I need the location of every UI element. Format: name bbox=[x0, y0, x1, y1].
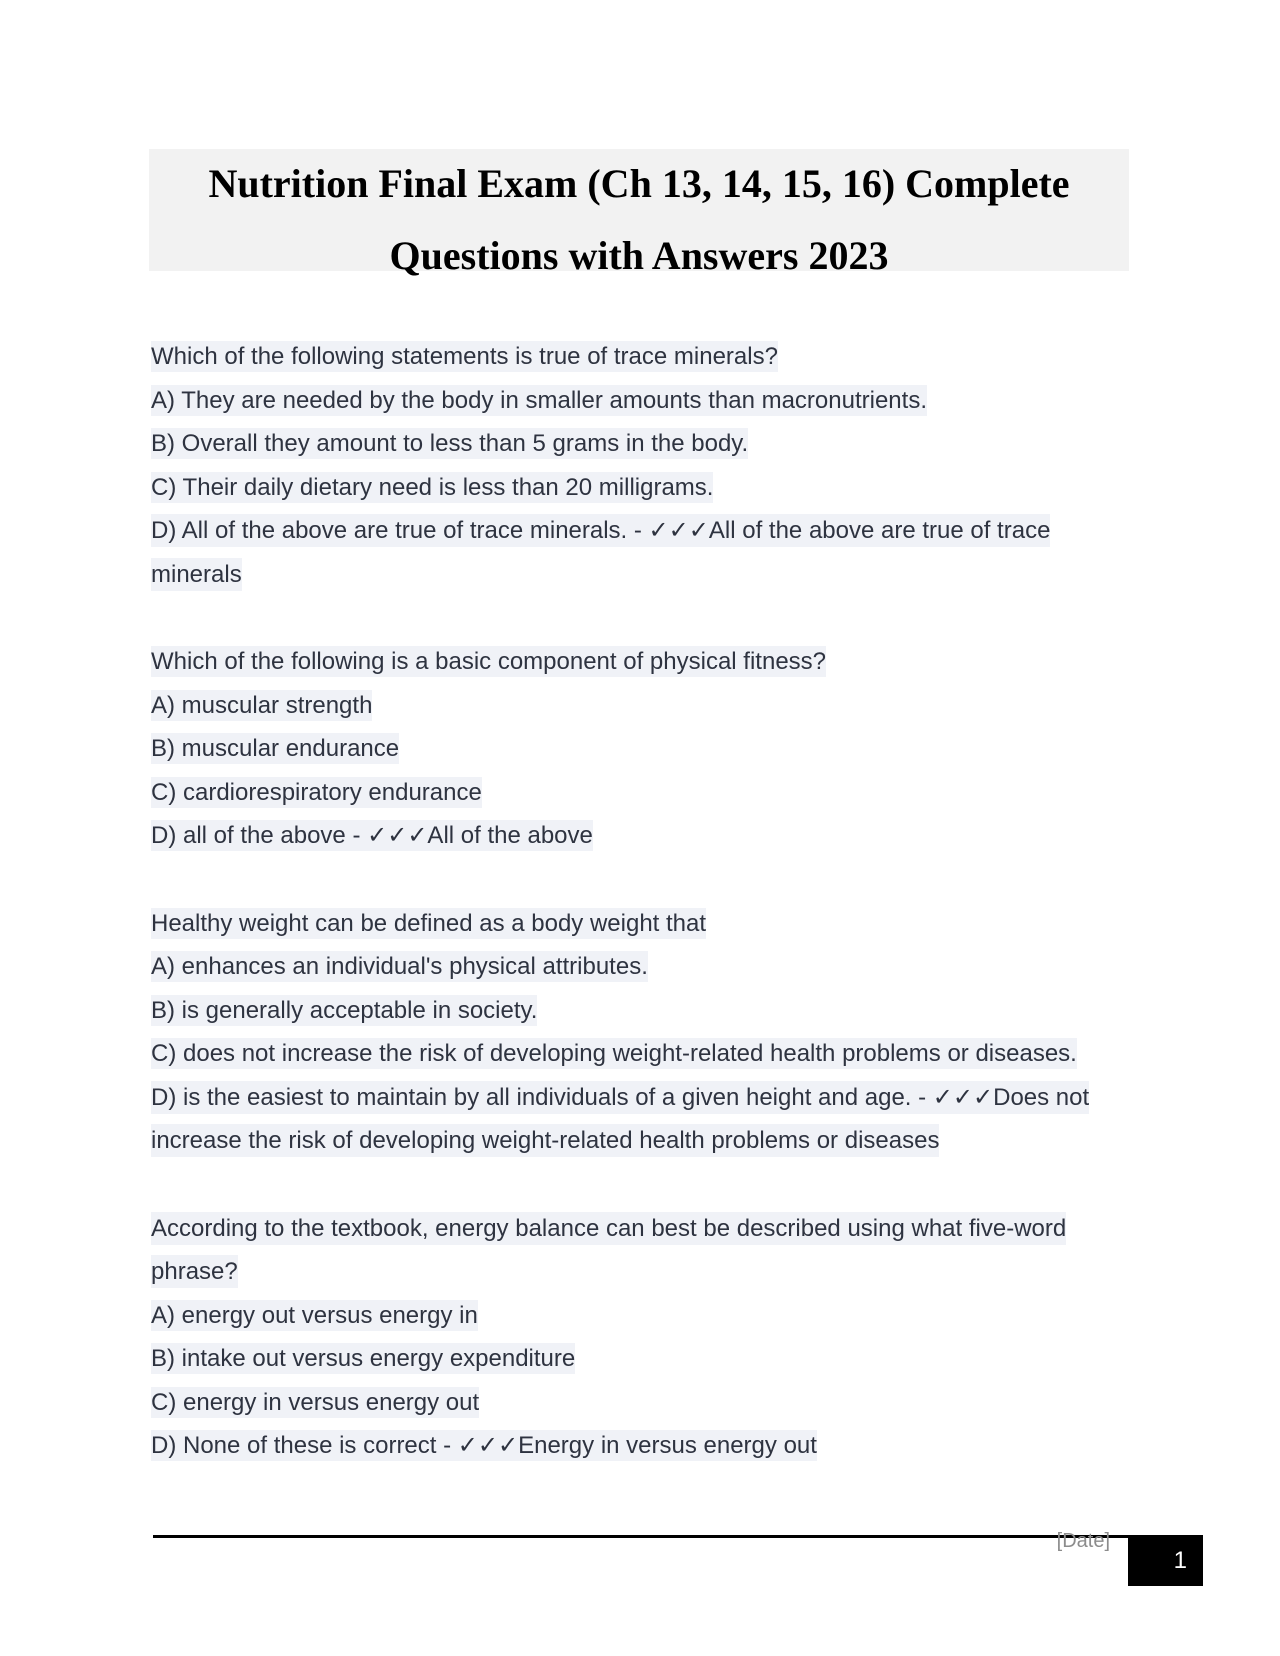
question-prompt: Healthy weight can be defined as a body weight that bbox=[151, 909, 707, 937]
question-block bbox=[151, 335, 1141, 596]
page-number: 1 bbox=[1128, 1535, 1203, 1586]
question-block bbox=[151, 640, 1141, 858]
footer-date: [Date] bbox=[1056, 1530, 1110, 1552]
questions-body bbox=[151, 335, 1141, 1512]
answer-option: B) is generally acceptable in society. bbox=[151, 996, 538, 1024]
answer-option: C) energy in versus energy out bbox=[151, 1388, 480, 1416]
footer-divider bbox=[153, 1535, 1128, 1538]
answer-option: A) enhances an individual's physical attributes. bbox=[151, 953, 648, 980]
question-prompt: According to the textbook, energy balance can best be described using what five-word phrase? bbox=[151, 1207, 1111, 1294]
answer-option-with-correct-answer: D) all of the above - ✓✓✓All of the above bbox=[151, 822, 593, 849]
answer-option: B) intake out versus energy expenditure bbox=[151, 1345, 576, 1372]
title-line-1: Nutrition Final Exam (Ch 13, 14, 15, 16) Complete bbox=[208, 161, 1070, 206]
answer-option: C) cardiorespiratory endurance bbox=[151, 778, 482, 806]
answer-option-with-correct-answer: D) None of these is correct - ✓✓✓Energy in versus energy out bbox=[151, 1432, 817, 1459]
answer-option: B) muscular endurance bbox=[151, 735, 400, 762]
answer-option: A) energy out versus energy in bbox=[151, 1301, 478, 1329]
answer-option: B) Overall they amount to less than 5 grams in the body. bbox=[151, 430, 749, 457]
answer-option-with-correct-answer: D) All of the above are true of trace minerals. - ✓✓✓All of the above are true of trace minerals bbox=[151, 509, 1091, 596]
question-prompt: Which of the following is a basic component of physical fitness? bbox=[151, 648, 827, 675]
question-block bbox=[151, 902, 1141, 1163]
answer-option: C) does not increase the risk of developing weight-related health problems or diseases. bbox=[151, 1040, 1077, 1067]
answer-option: C) Their daily dietary need is less than 20 milligrams. bbox=[151, 473, 714, 501]
question-prompt: Which of the following statements is true of trace minerals? bbox=[151, 343, 778, 370]
answer-option: A) muscular strength bbox=[151, 691, 373, 719]
answer-option-with-correct-answer: D) is the easiest to maintain by all individuals of a given height and age. - ✓✓✓Does not increase the risk of developing weight-related health problems or diseases bbox=[151, 1076, 1091, 1163]
question-block bbox=[151, 1207, 1141, 1468]
answer-option: A) They are needed by the body in smaller amounts than macronutrients. bbox=[151, 386, 927, 414]
document-title bbox=[149, 149, 1129, 278]
title-line-2: Questions with Answers 2023 bbox=[389, 233, 889, 278]
